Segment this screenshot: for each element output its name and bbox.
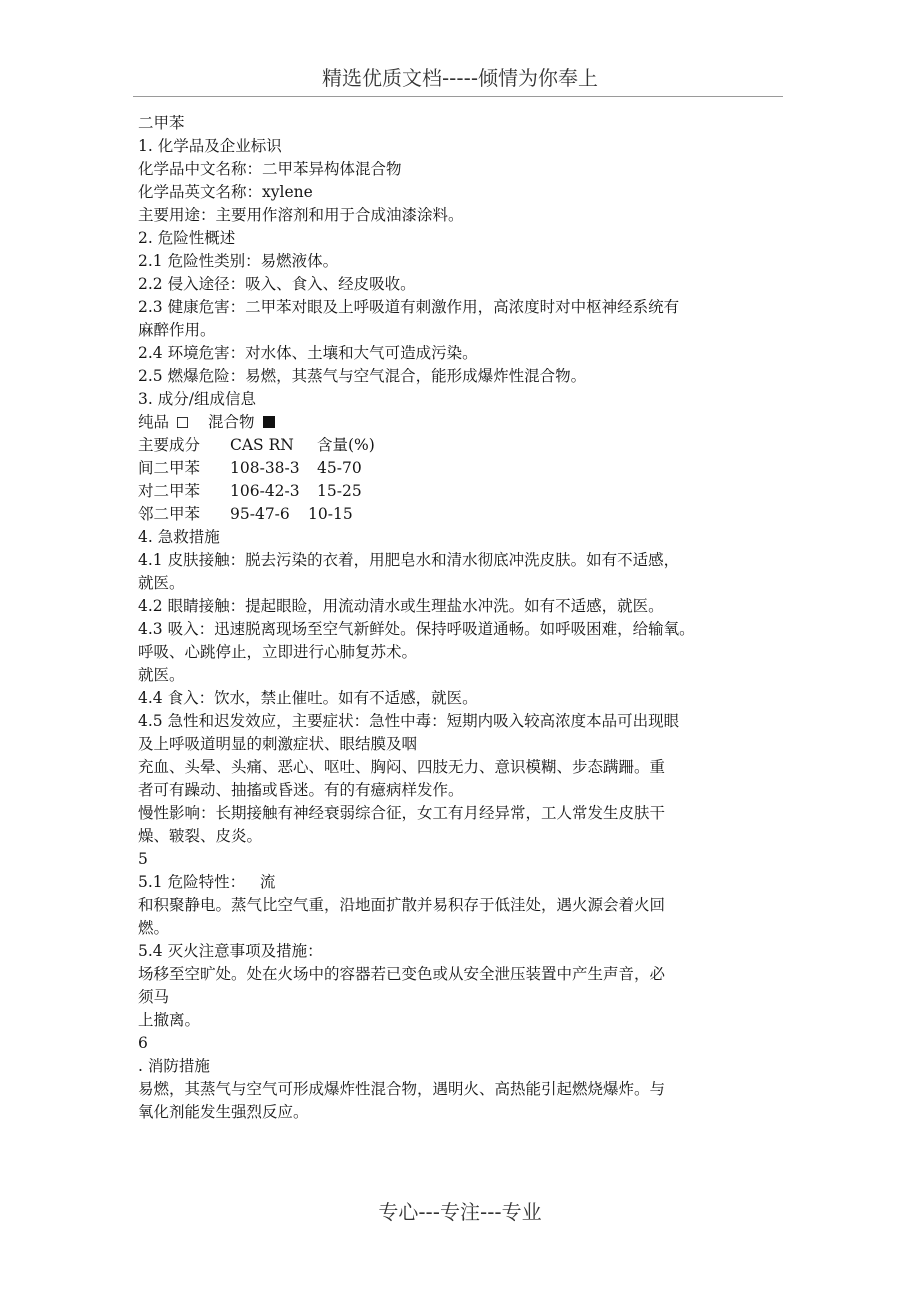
section-4-line: 4.3 吸入：迅速脱离现场至空气新鲜处。保持呼吸道通畅。如呼吸困难，给输氧。 [138, 620, 695, 638]
page-header: 精选优质文档-----倾情为你奉上 [321, 66, 599, 90]
document-title: 二甲苯 [138, 114, 185, 132]
content-percent: 45-70 [317, 459, 362, 477]
header-divider [133, 96, 783, 97]
cas-number: 108-38-3 [230, 459, 300, 477]
column-header: 主要成分 [138, 436, 201, 454]
chemical-cn-name: 化学品中文名称：二甲苯异构体混合物 [138, 160, 402, 178]
section-4-line: 4.2 眼睛接触：提起眼睑，用流动清水或生理盐水冲洗。如有不适感，就医。 [138, 597, 664, 615]
content-percent: 10-15 [308, 505, 353, 523]
mixture-label: 混合物 [208, 413, 255, 431]
section-1-heading: 1. 化学品及企业标识 [138, 137, 282, 155]
document-body [138, 112, 788, 1124]
column-header: 含量(%) [317, 436, 375, 454]
content-percent: 15-25 [317, 482, 362, 500]
section-5-line: 5.1 危险特性： 流 [138, 873, 276, 891]
section-5-line: 燃。 [138, 919, 170, 937]
section-4-heading: 4. 急救措施 [138, 528, 220, 546]
section-5-line: 5.4 灭火注意事项及措施： [138, 942, 323, 960]
mixture-checkbox-filled-icon [263, 416, 275, 428]
pure-label: 纯品 [138, 413, 170, 431]
composition-row [138, 503, 788, 526]
composition-row [138, 480, 788, 503]
section-3-heading: 3. 成分/组成信息 [138, 390, 256, 408]
section-5-line: 和积聚静电。蒸气比空气重，沿地面扩散并易积存于低洼处，遇火源会着火回 [138, 896, 666, 914]
section-6-heading: 6 [138, 1034, 148, 1052]
section-6-line: 易燃，其蒸气与空气可形成爆炸性混合物，遇明火、高热能引起燃烧爆炸。与 [138, 1080, 666, 1098]
cas-number: 95-47-6 [230, 505, 290, 523]
section-4-line: 慢性影响：长期接触有神经衰弱综合征，女工有月经异常，工人常发生皮肤干 [138, 804, 666, 822]
section-2-line: 2.5 燃爆危险：易燃，其蒸气与空气混合，能形成爆炸性混合物。 [138, 367, 587, 385]
section-5-line: 场移至空旷处。处在火场中的容器若已变色或从安全泄压装置中产生声音，必 [138, 965, 666, 983]
column-header: CAS RN [230, 436, 294, 454]
section-2-line: 2.4 环境危害：对水体、土壤和大气可造成污染。 [138, 344, 478, 362]
cas-number: 106-42-3 [230, 482, 300, 500]
section-5-line: 须马 [138, 988, 170, 1006]
chemical-en-name: 化学品英文名称：xylene [138, 183, 313, 201]
section-4-line: 充血、头晕、头痛、恶心、呕吐、胸闷、四肢无力、意识模糊、步态蹒跚。重 [138, 758, 666, 776]
section-4-line: 及上呼吸道明显的刺激症状、眼结膜及咽 [138, 735, 418, 753]
section-4-line: 4.4 食入：饮水，禁止催吐。如有不适感，就医。 [138, 689, 478, 707]
section-5-line: 上撤离。 [138, 1011, 201, 1029]
section-4-line: 4.1 皮肤接触：脱去污染的衣着，用肥皂水和清水彻底冲洗皮肤。如有不适感， [138, 551, 680, 569]
section-4-line: 燥、皲裂、皮炎。 [138, 827, 263, 845]
composition-header-row [138, 434, 788, 457]
composition-row [138, 457, 788, 480]
section-4-line: 就医。 [138, 574, 185, 592]
section-4-line: 4.5 急性和迟发效应，主要症状：急性中毒：短期内吸入较高浓度本品可出现眼 [138, 712, 680, 730]
section-6-line: . 消防措施 [138, 1057, 210, 1075]
section-4-line: 呼吸、心跳停止，立即进行心肺复苏术。 [138, 643, 418, 661]
section-4-line: 就医。 [138, 666, 185, 684]
component-name: 对二甲苯 [138, 482, 201, 500]
chemical-usage: 主要用途：主要用作溶剂和用于合成油漆涂料。 [138, 206, 464, 224]
section-2-heading: 2. 危险性概述 [138, 229, 236, 247]
purity-selection [138, 411, 788, 434]
section-2-line: 2.2 侵入途径：吸入、食入、经皮吸收。 [138, 275, 416, 293]
section-2-line: 2.1 危险性类别：易燃液体。 [138, 252, 339, 270]
page-footer: 专心---专注---专业 [378, 1200, 542, 1224]
section-2-line: 2.3 健康危害：二甲苯对眼及上呼吸道有刺激作用，高浓度时对中枢神经系统有 [138, 298, 680, 316]
component-name: 邻二甲苯 [138, 505, 201, 523]
component-name: 间二甲苯 [138, 459, 201, 477]
section-6-line: 氧化剂能发生强烈反应。 [138, 1103, 309, 1121]
pure-checkbox-empty-icon [177, 417, 188, 428]
section-4-line: 者可有躁动、抽搐或昏迷。有的有癔病样发作。 [138, 781, 464, 799]
section-2-line: 麻醉作用。 [138, 321, 216, 339]
section-5-heading: 5 [138, 850, 148, 868]
